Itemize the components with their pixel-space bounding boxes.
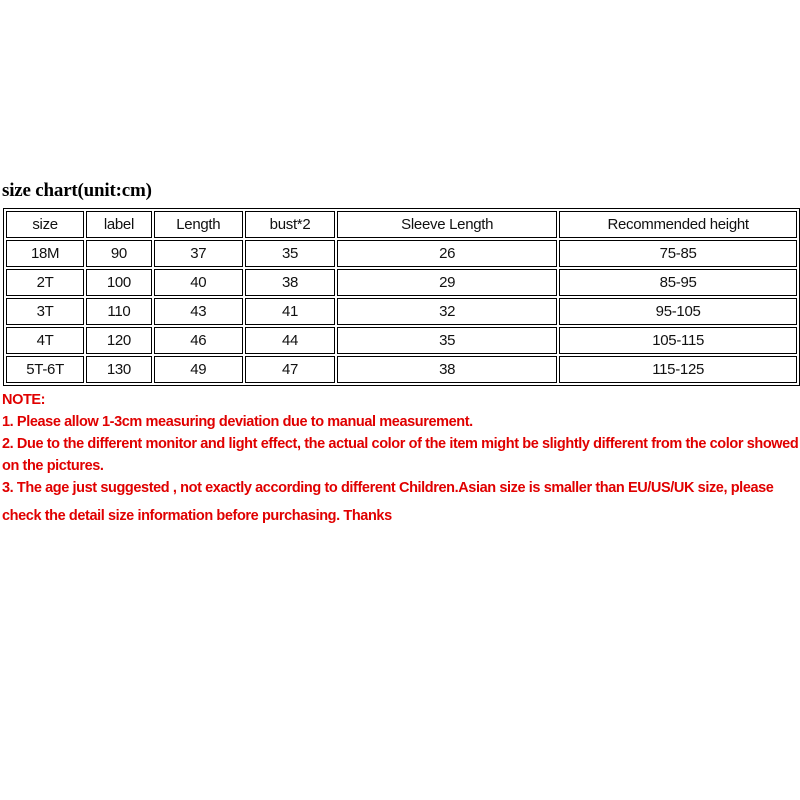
table-row — [6, 298, 797, 325]
table-row — [6, 240, 797, 267]
cell-length: 49 — [154, 356, 243, 383]
header-cell-size: size — [6, 211, 84, 238]
cell-recommended-height: 95-105 — [559, 298, 797, 325]
cell-length: 40 — [154, 269, 243, 296]
notes-heading: NOTE: — [2, 392, 46, 408]
cell-sleeve-length: 29 — [337, 269, 557, 296]
cell-bust: 47 — [245, 356, 335, 383]
cell-sleeve-length: 38 — [337, 356, 557, 383]
header-cell-length: Length — [154, 211, 243, 238]
cell-label: 130 — [86, 356, 151, 383]
header-cell-label: label — [86, 211, 151, 238]
cell-label: 90 — [86, 240, 151, 267]
cell-sleeve-length: 35 — [337, 327, 557, 354]
cell-bust: 41 — [245, 298, 335, 325]
cell-recommended-height: 75-85 — [559, 240, 797, 267]
cell-sleeve-length: 32 — [337, 298, 557, 325]
note-item-1: 1. Please allow 1-3cm measuring deviation due to manual measurement. — [2, 414, 473, 430]
cell-bust: 35 — [245, 240, 335, 267]
cell-size: 5T-6T — [6, 356, 84, 383]
note-item-2-line-1: 2. Due to the different monitor and light effect, the actual color of the item might be slightly different from the color showed — [2, 436, 799, 452]
cell-sleeve-length: 26 — [337, 240, 557, 267]
cell-label: 100 — [86, 269, 151, 296]
cell-length: 37 — [154, 240, 243, 267]
chart-title: size chart(unit:cm) — [2, 180, 152, 201]
cell-bust: 38 — [245, 269, 335, 296]
note-item-3-line-2: check the detail size information before purchasing. Thanks — [2, 508, 392, 524]
cell-recommended-height: 115-125 — [559, 356, 797, 383]
cell-size: 4T — [6, 327, 84, 354]
header-cell-recommended-height: Recommended height — [559, 211, 797, 238]
table-row — [6, 356, 797, 383]
table-row — [6, 269, 797, 296]
cell-size: 3T — [6, 298, 84, 325]
table-header-row — [6, 211, 797, 238]
cell-length: 46 — [154, 327, 243, 354]
note-item-2-line-2: on the pictures. — [2, 458, 104, 474]
cell-label: 110 — [86, 298, 151, 325]
cell-label: 120 — [86, 327, 151, 354]
note-item-3-line-1: 3. The age just suggested , not exactly according to different Children.Asian size is smaller than EU/US/UK size, please — [2, 480, 774, 496]
cell-size: 2T — [6, 269, 84, 296]
cell-size: 18M — [6, 240, 84, 267]
cell-recommended-height: 105-115 — [559, 327, 797, 354]
table-row — [6, 327, 797, 354]
notes-section — [2, 389, 798, 527]
cell-recommended-height: 85-95 — [559, 269, 797, 296]
header-cell-sleeve-length: Sleeve Length — [337, 211, 557, 238]
cell-length: 43 — [154, 298, 243, 325]
size-table — [3, 208, 800, 386]
cell-bust: 44 — [245, 327, 335, 354]
header-cell-bust: bust*2 — [245, 211, 335, 238]
